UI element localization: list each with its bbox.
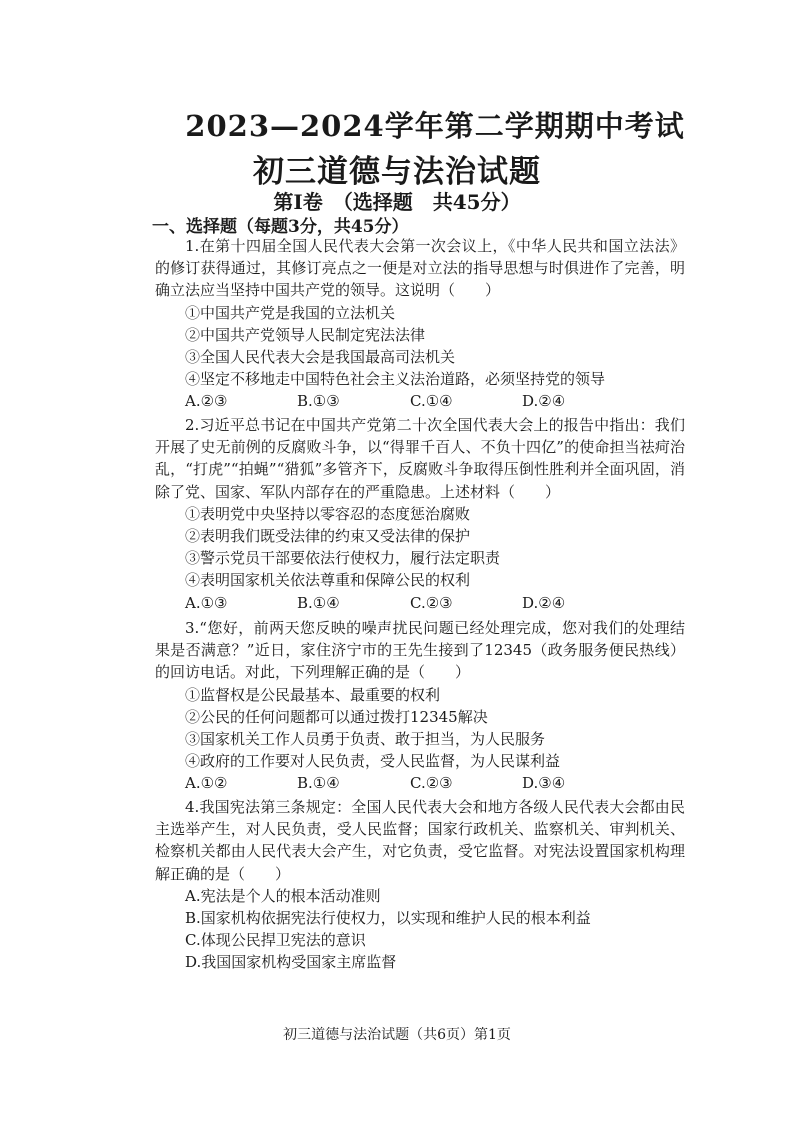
choice-c: C.②③ xyxy=(410,593,453,612)
choice-d: D.③④ xyxy=(522,774,566,793)
answer-choices xyxy=(155,772,685,794)
question-2 xyxy=(155,414,685,614)
choice-b: B.①④ xyxy=(297,774,340,793)
statement-item: ①中国共产党是我国的立法机关 xyxy=(185,303,396,322)
exam-subtitle: 初三道德与法治试题 xyxy=(253,154,541,190)
question-1 xyxy=(155,235,685,413)
question-stem: 3.“您好，前两天您反映的噪声扰民问题已经处理完成，您对我们的处理结果是否满意？”近日，家住济宁市的王先生接到了12345（政务服务便民热线）的回访电话。对此，下列理解正确的是（ ） xyxy=(155,619,685,682)
statement-item: ②公民的任何问题都可以通过拨打12345解决 xyxy=(185,707,488,726)
page-footer: 初三道德与法治试题（共6页）第1页 xyxy=(283,1027,511,1043)
choice-b: B.①③ xyxy=(297,392,340,411)
statement-item: ③警示党员干部要依法行使权力，履行法定职责 xyxy=(185,549,501,568)
choice-a: A.①② xyxy=(185,774,228,793)
exam-title: 2023—2024学年第二学期期中考试 xyxy=(185,109,685,143)
statement-item: ③全国人民代表大会是我国最高司法机关 xyxy=(185,348,456,367)
statement-item: ③国家机关工作人员勇于负责、敢于担当，为人民服务 xyxy=(185,730,546,749)
choice-b: B.①④ xyxy=(297,593,340,612)
section-heading: 一、选择题（每题3分，共45分） xyxy=(152,217,409,237)
answer-choices xyxy=(155,390,685,412)
statement-item: ①监督权是公民最基本、最重要的权利 xyxy=(185,685,441,704)
option-item: D.我国国家机构受国家主席监督 xyxy=(185,953,397,972)
question-3 xyxy=(155,617,685,795)
choice-a: A.②③ xyxy=(185,392,228,411)
choice-d: D.②④ xyxy=(522,593,566,612)
choice-a: A.①③ xyxy=(185,593,228,612)
option-item: A.宪法是个人的根本活动准则 xyxy=(185,886,381,905)
option-item: C.体现公民捍卫宪法的意识 xyxy=(185,931,366,950)
choice-d: D.②④ xyxy=(522,392,566,411)
volume-heading: 第Ⅰ卷 （选择题 共45分） xyxy=(273,190,521,214)
statement-item: ④坚定不移地走中国特色社会主义法治道路，必须坚持党的领导 xyxy=(185,370,606,389)
option-item: B.国家机构依据宪法行使权力，以实现和维护人民的根本利益 xyxy=(185,909,591,928)
choice-c: C.①④ xyxy=(410,392,453,411)
question-stem: 1.在第十四届全国人民代表大会第一次会议上，《中华人民共和国立法法》的修订获得通过，其修订亮点之一便是对立法的指导思想与时俱进作了完善，明确立法应当坚持中国共产党的领导。这说明（ ） xyxy=(155,237,685,300)
question-stem: 4.我国宪法第三条规定：全国人民代表大会和地方各级人民代表大会都由民主选举产生，对人民负责，受人民监督；国家行政机关、监察机关、审判机关、检察机关都由人民代表大会产生，对它负责，受它监督。对宪法设置国家机构理解正确的是（ ） xyxy=(155,798,685,883)
question-4 xyxy=(155,796,685,974)
statement-item: ②中国共产党领导人民制定宪法法律 xyxy=(185,325,426,344)
statement-item: ④表明国家机关依法尊重和保障公民的权利 xyxy=(185,571,471,590)
choice-c: C.②③ xyxy=(410,774,453,793)
statement-item: ④政府的工作要对人民负责，受人民监督，为人民谋利益 xyxy=(185,752,561,771)
statement-item: ②表明我们既受法律的约束又受法律的保护 xyxy=(185,527,471,546)
answer-choices xyxy=(155,592,685,614)
statement-item: ①表明党中央坚持以零容忍的态度惩治腐败 xyxy=(185,504,471,523)
question-stem: 2.习近平总书记在中国共产党第二十次全国代表大会上的报告中指出：我们开展了史无前例的反腐败斗争，以“得罪千百人、不负十四亿”的使命担当祛疴治乱，“打虎”“拍蝇”“猎狐”多管齐下，反腐败斗争取得压倒性胜利并全面巩固，消除了党、国家、军队内部存在的严重隐患。上述材料（ ） xyxy=(155,416,685,501)
